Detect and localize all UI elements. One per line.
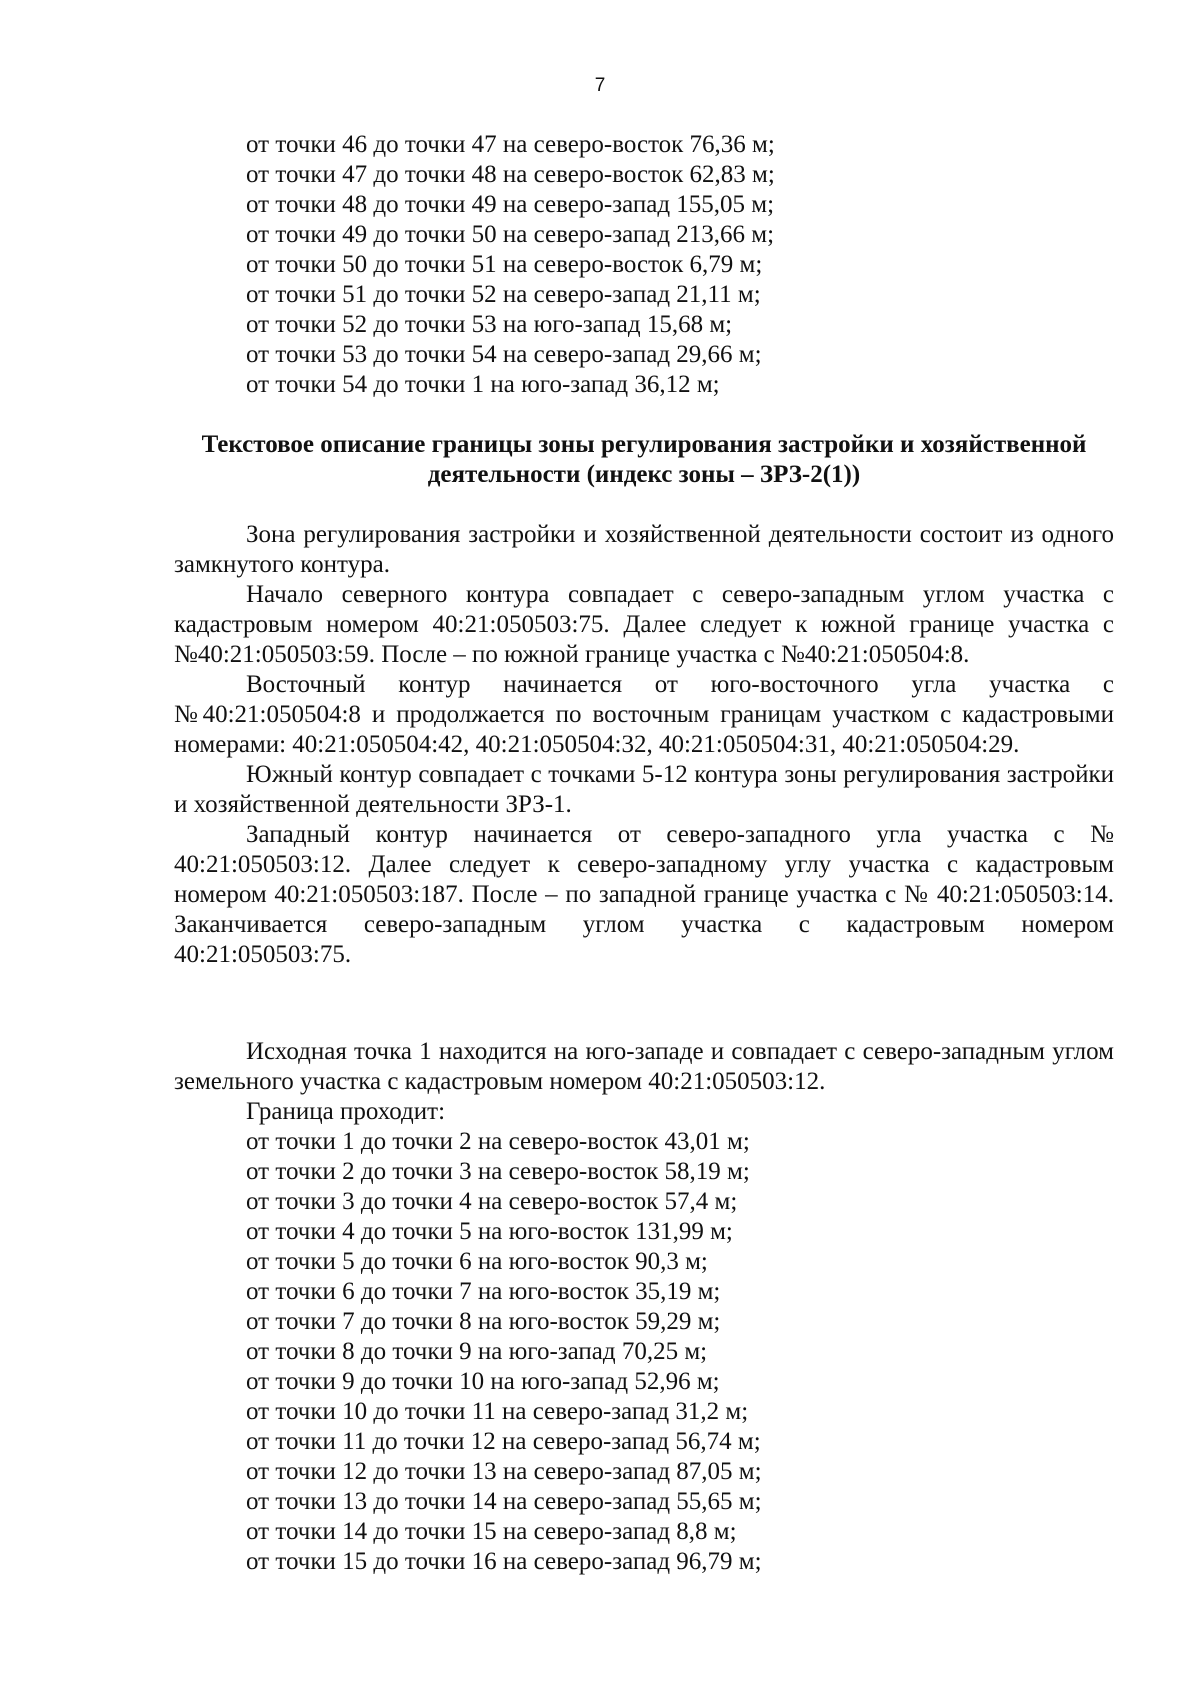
segment-line: от точки 5 до точки 6 на юго-восток 90,3 м; [246, 1248, 708, 1275]
start-point-paragraph: Исходная точка 1 находится на юго-западе и совпадает с северо-западным углом земельного участка с кадастровым номером 40:21:050503:12. [174, 1038, 1114, 1095]
segment-line: от точки 51 до точки 52 на северо-запад 21,11 м; [246, 281, 761, 308]
segment-line: от точки 9 до точки 10 на юго-запад 52,96 м; [246, 1368, 720, 1395]
segment-line: от точки 7 до точки 8 на юго-восток 59,29 м; [246, 1308, 721, 1335]
segment-line: от точки 14 до точки 15 на северо-запад 8,8 м; [246, 1518, 737, 1545]
segment-line: от точки 48 до точки 49 на северо-запад 155,05 м; [246, 191, 775, 218]
segment-line: от точки 4 до точки 5 на юго-восток 131,99 м; [246, 1218, 733, 1245]
segment-line: от точки 8 до точки 9 на юго-запад 70,25 м; [246, 1338, 708, 1365]
segment-line: от точки 3 до точки 4 на северо-восток 57,4 м; [246, 1188, 738, 1215]
segment-list-top [246, 130, 1126, 400]
segment-line: от точки 11 до точки 12 на северо-запад 56,74 м; [246, 1428, 761, 1455]
segment-line: от точки 54 до точки 1 на юго-запад 36,12 м; [246, 371, 720, 398]
boundary-intro: Граница проходит: [246, 1098, 446, 1125]
segment-line: от точки 49 до точки 50 на северо-запад 213,66 м; [246, 221, 775, 248]
paragraph: Зона регулирования застройки и хозяйственной деятельности состоит из одного замкнутого контура. [174, 521, 1114, 578]
segment-list-bottom [246, 1127, 1126, 1577]
segment-line: от точки 1 до точки 2 на северо-восток 43,01 м; [246, 1128, 750, 1155]
paragraph: Начало северного контура совпадает с северо-западным углом участка с кадастровым номером 40:21:050503:75. Далее следует к южной границе участка с №40:21:050503:59. После – по южной границе участка с №40:21:050504:8. [174, 581, 1114, 668]
section-heading: Текстовое описание границы зоны регулирования застройки и хозяйственной деятельности (индекс зоны – ЗРЗ-2(1)) [201, 431, 1087, 488]
paragraph: Восточный контур начинается от юго-восточного угла участка с №40:21:050504:8 и продолжается по восточным границам участком с кадастровыми номерами: 40:21:050504:42, 40:21:050504:32, 40:21:050504:31, 40:21:050504:29. [174, 671, 1114, 758]
segment-line: от точки 13 до точки 14 на северо-запад 55,65 м; [246, 1488, 762, 1515]
segment-line: от точки 53 до точки 54 на северо-запад 29,66 м; [246, 341, 762, 368]
segment-line: от точки 6 до точки 7 на юго-восток 35,19 м; [246, 1278, 721, 1305]
segment-line: от точки 10 до точки 11 на северо-запад 31,2 м; [246, 1398, 749, 1425]
segment-line: от точки 15 до точки 16 на северо-запад 96,79 м; [246, 1548, 762, 1575]
paragraph: Южный контур совпадает с точками 5-12 контура зоны регулирования застройки и хозяйственной деятельности ЗРЗ-1. [174, 761, 1114, 818]
segment-line: от точки 47 до точки 48 на северо-восток 62,83 м; [246, 161, 775, 188]
description-body [174, 520, 1114, 970]
segment-line: от точки 52 до точки 53 на юго-запад 15,68 м; [246, 311, 733, 338]
start-point-block [174, 1037, 1114, 1127]
segment-line: от точки 46 до точки 47 на северо-восток 76,36 м; [246, 131, 775, 158]
segment-line: от точки 50 до точки 51 на северо-восток 6,79 м; [246, 251, 763, 278]
segment-line: от точки 12 до точки 13 на северо-запад 87,05 м; [246, 1458, 762, 1485]
segment-line: от точки 2 до точки 3 на северо-восток 58,19 м; [246, 1158, 750, 1185]
paragraph: Западный контур начинается от северо-западного угла участка с № 40:21:050503:12. Далее следует к северо-западному углу участка с кадастровым номером 40:21:050503:187. После – по западной границе участка с № 40:21:050503:14. Заканчивается северо-западным углом участка с кадастровым номером 40:21:050503:75. [174, 821, 1114, 968]
page-number: 7 [594, 75, 606, 96]
